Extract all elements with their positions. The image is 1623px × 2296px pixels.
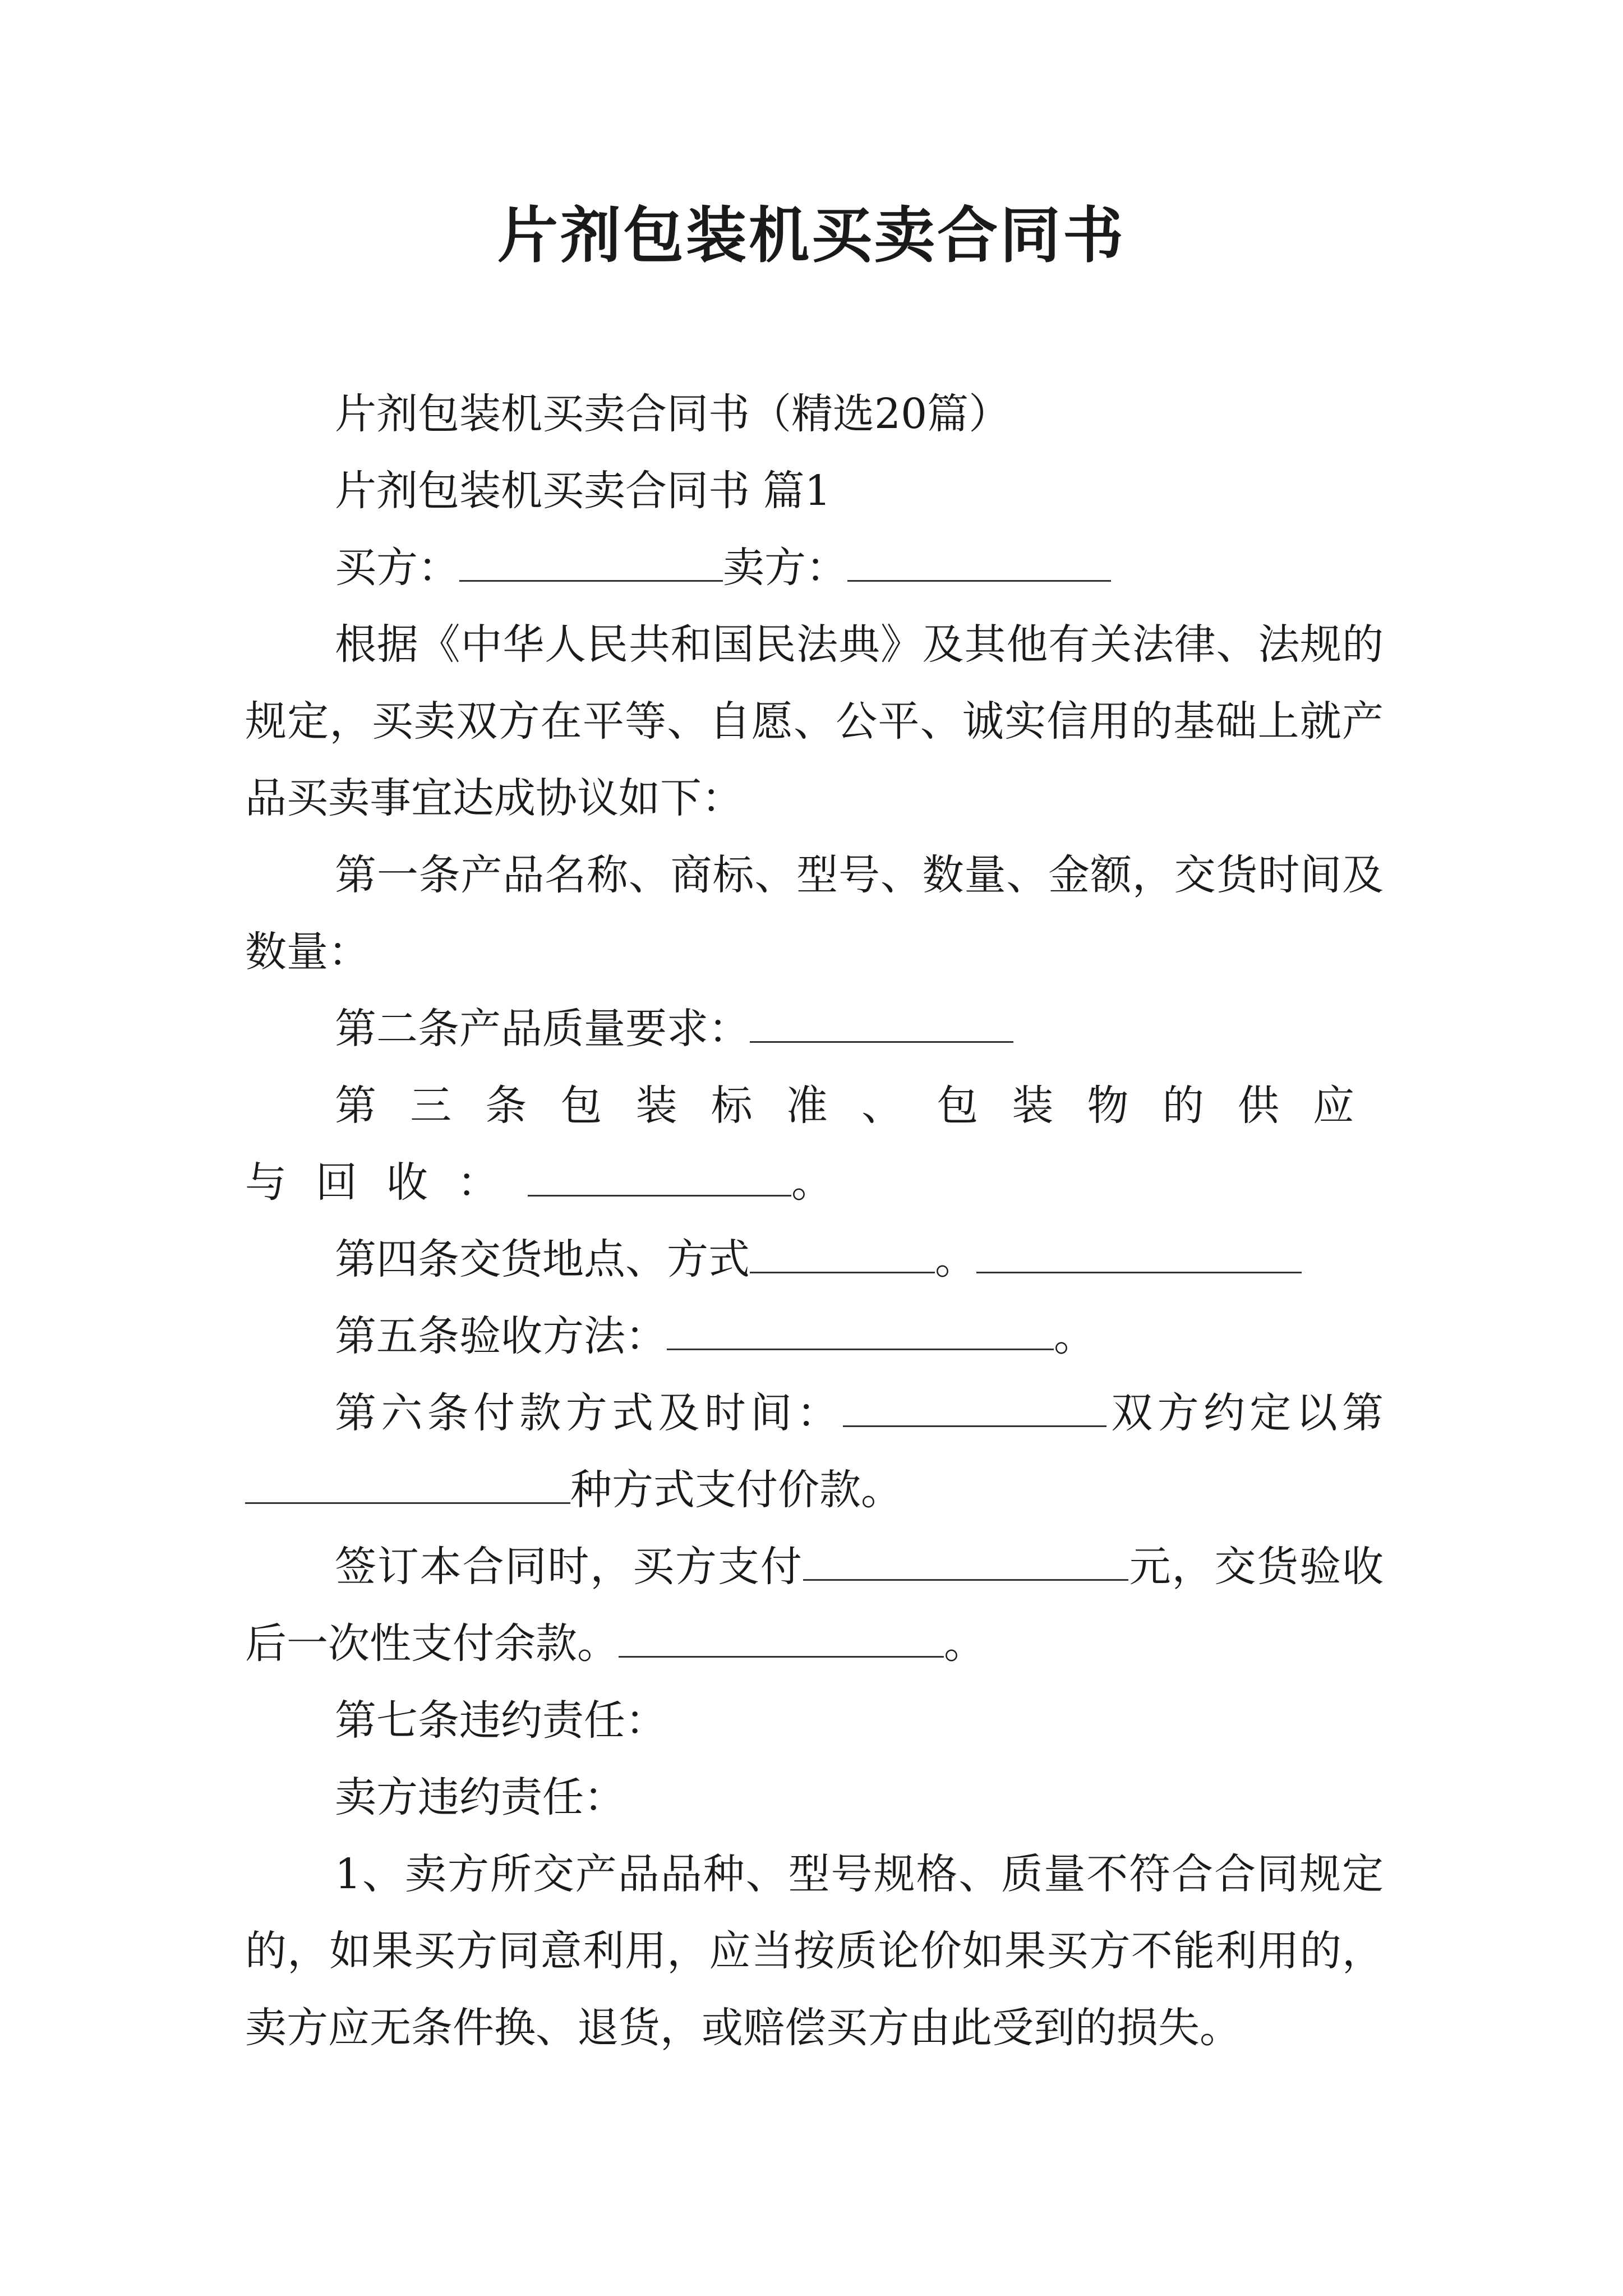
article-6-middle: 双方约定以第 <box>1106 1389 1384 1437</box>
paragraph-clause-1: 1、卖方所交产品品种、型号规格、质量不符合合同规定的，如果买方同意利用，应当按质论价如果买方不能利用的，卖方应无条件换、退货，或赔偿买方由此受到的损失。 <box>245 1850 1384 2052</box>
payment-text: 签订本合同时，买方支付 <box>335 1543 803 1591</box>
buyer-blank <box>459 535 723 582</box>
article-6-blank-1 <box>843 1381 1106 1427</box>
article-2-text: 第二条产品质量要求： <box>335 1005 750 1053</box>
paragraph-article-2 <box>245 991 1384 1068</box>
article-6-text: 第六条付款方式及时间： <box>335 1389 843 1437</box>
paragraph-article-5 <box>245 1298 1384 1375</box>
article-3-text: 第三条包装标准、包装物的供应与回收： <box>245 1082 1384 1207</box>
paragraph-article-7: 第七条违约责任： <box>335 1696 667 1745</box>
paragraph-preamble: 根据《中华人民共和国民法典》及其他有关法律、法规的规定，买卖双方在平等、自愿、公平、诚实信用的基础上就产品买卖事宜达成协议如下： <box>245 620 1384 822</box>
document-body <box>245 376 1384 2067</box>
article-4-blank-2 <box>976 1227 1302 1273</box>
seller-blank <box>847 535 1111 582</box>
buyer-label: 买方： <box>335 544 459 592</box>
article-4-text: 第四条交货地点、方式 <box>335 1235 750 1283</box>
paragraph-article-3 <box>245 1068 1384 1221</box>
paragraph-article-heading: 片剂包装机买卖合同书 篇1 <box>335 467 831 515</box>
payment-middle: 元，交货验收后一次性支付余款。 <box>245 1543 1384 1668</box>
payment-blank-1 <box>803 1534 1128 1581</box>
document-title: 片剂包装机买卖合同书 <box>497 200 1126 271</box>
article-6-end: 种方式支付价款。 <box>570 1466 902 1514</box>
article-2-blank <box>750 996 1013 1043</box>
article-3-blank <box>528 1150 791 1197</box>
article-5-end: 。 <box>1054 1312 1095 1360</box>
paragraph-payment <box>245 1529 1384 1682</box>
article-5-text: 第五条验收方法： <box>335 1312 667 1360</box>
payment-blank-2 <box>619 1611 944 1658</box>
article-4-blank-1 <box>750 1227 935 1273</box>
paragraph-parties <box>245 530 1384 606</box>
paragraph-collection-title: 片剂包装机买卖合同书（精选20篇） <box>335 390 1011 438</box>
paragraph-article-6 <box>245 1375 1384 1529</box>
article-5-blank <box>667 1304 1054 1350</box>
article-4-period: 。 <box>935 1235 976 1283</box>
paragraph-article-4 <box>245 1221 1384 1298</box>
paragraph-seller-liability: 卖方违约责任： <box>335 1773 625 1821</box>
paragraph-article-1: 第一条产品名称、商标、型号、数量、金额，交货时间及数量： <box>245 851 1384 976</box>
article-6-blank-2 <box>245 1457 570 1504</box>
article-3-end: 。 <box>791 1158 833 1207</box>
payment-end: 。 <box>944 1619 985 1668</box>
seller-label: 卖方： <box>723 544 847 592</box>
